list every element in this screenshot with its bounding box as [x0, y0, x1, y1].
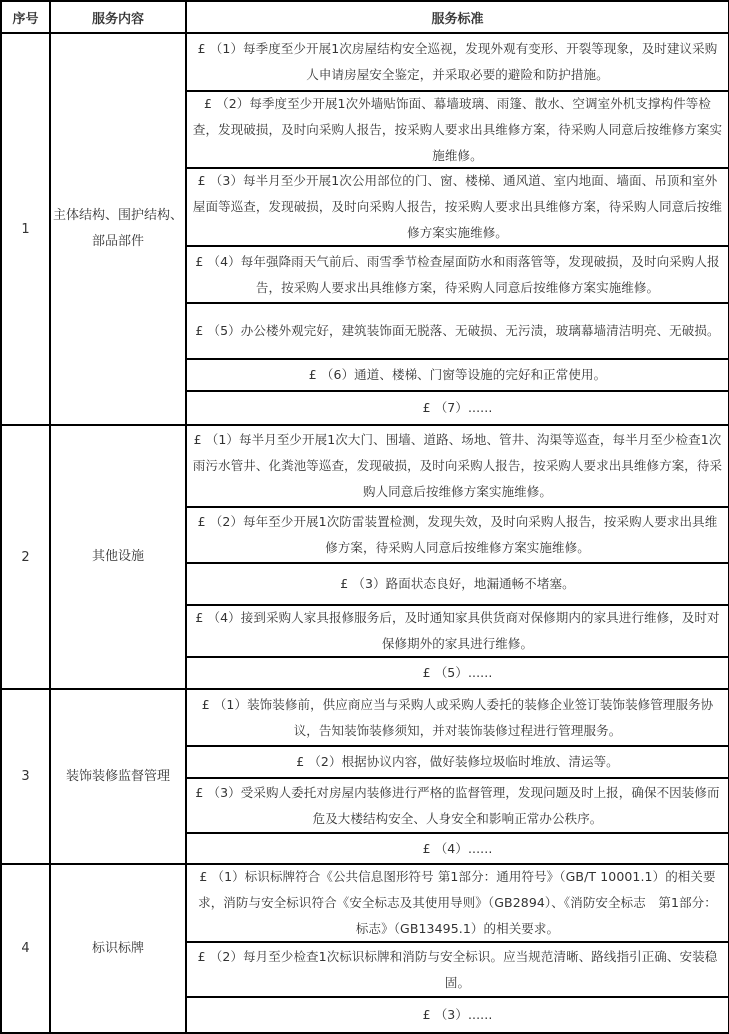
standard-item-text: £ （2）每年至少开展1次防雷装置检测，发现失效，及时向采购人报告，按采购人要求出具维修方案，待采购人同意后按维修方案实施维修。 [197, 514, 718, 555]
standard-item [187, 606, 728, 658]
standard-item-text: £ （1）每季度至少开展1次房屋结构安全巡视，发现外观有变形、开裂等现象，及时建议采购人申请房屋安全鉴定，并采取必要的避险和防护措施。 [197, 41, 718, 82]
standard-item-text: £ （1）每半月至少开展1次大门、围墙、道路、场地、管井、沟渠等巡查，每半月至少检查1次雨污水管井、化粪池等巡查，发现破损，及时向采购人报告，按采购人要求出具维修方案，待采购人同意后按维修方案实施维修。 [192, 432, 723, 499]
row-service-content: 装饰装修监督管理 [50, 689, 186, 864]
row-service-standards [186, 864, 729, 1033]
standard-item [187, 508, 728, 564]
standard-item-text: £ （4）每年强降雨天气前后、雨雪季节检查屋面防水和雨落管等，发现破损，及时向采购人报告，按采购人要求出具维修方案，待采购人同意后按维修方案实施维修。 [195, 253, 720, 295]
standard-item-text: £ （2）每季度至少开展1次外墙贴饰面、幕墙玻璃、雨篷、散水、空调室外机支撑构件等检查，发现破损，及时向采购人报告，按采购人要求出具维修方案，待采购人同意后按维修方案实施维修。 [192, 95, 723, 163]
standard-item [187, 690, 728, 747]
standard-item [187, 834, 728, 863]
standard-item-text: £ （1）标识标牌符合《公共信息图形符号 第1部分：通用符号》（GB/T 10001.1）的相关要求，消防与安全标识符合《安全标志及其使用导则》（GB2894）、《消防安全标志 第1部分：标志》（GB13495.1）的相关要求。 [198, 869, 717, 936]
standard-item [187, 304, 728, 360]
standard-item-text: £ （3）受采购人委托对房屋内装修进行严格的监督管理，发现问题及时上报，确保不因装修而危及大楼结构安全、人身安全和影响正常办公秩序。 [195, 784, 720, 826]
row-service-standards [186, 689, 729, 864]
standard-item-text: £ （3）...... [422, 1007, 493, 1022]
standard-item [187, 169, 728, 247]
standard-item [187, 564, 728, 606]
standard-item-text: £ （2）每月至少检查1次标识标牌和消防与安全标识。应当规范清晰、路线指引正确、安装稳固。 [197, 948, 718, 990]
row-seq-number: 2 [1, 425, 50, 689]
row-seq-number: 1 [1, 33, 50, 425]
table-row [1, 689, 729, 864]
table-header-row [1, 1, 729, 33]
standard-item [187, 779, 728, 834]
header-service-content: 服务内容 [50, 1, 186, 33]
standard-item [187, 658, 728, 688]
row-service-content: 主体结构、围护结构、部品部件 [50, 33, 186, 425]
table-row [1, 425, 729, 689]
standard-item-text: £ （1）装饰装修前，供应商应当与采购人或采购人委托的装修企业签订装饰装修管理服务协议，告知装饰装修须知，并对装饰装修过程进行管理服务。 [201, 696, 714, 738]
row-service-content: 其他设施 [50, 425, 186, 689]
standard-item-text: £ （4）接到采购人家具报修服务后，及时通知家具供货商对保修期内的家具进行维修，及时对保修期外的家具进行维修。 [195, 610, 720, 651]
table-row [1, 864, 729, 1033]
standard-item-text: £ （7）...... [422, 400, 493, 415]
standard-item [187, 92, 728, 169]
standard-item-text: £ （6）通道、楼梯、门窗等设施的完好和正常使用。 [308, 367, 607, 382]
standard-item [187, 426, 728, 508]
table-row [1, 33, 729, 425]
standard-item [187, 247, 728, 304]
row-service-content: 标识标牌 [50, 864, 186, 1033]
standard-item [187, 747, 728, 779]
standard-item [187, 34, 728, 92]
standard-item-text: £ （5）办公楼外观完好，建筑装饰面无脱落、无破损、无污渍，玻璃幕墙清洁明亮、无破损。 [195, 323, 720, 338]
standard-item-text: £ （3）路面状态良好，地漏通畅不堵塞。 [340, 576, 575, 591]
standard-item [187, 392, 728, 424]
row-service-standards [186, 33, 729, 425]
header-seq: 序号 [1, 1, 50, 33]
standard-item-text: £ （5）...... [422, 665, 493, 680]
header-service-standard: 服务标准 [186, 1, 729, 33]
standard-item [187, 360, 728, 392]
row-service-standards [186, 425, 729, 689]
standard-item-text: £ （2）根据协议内容，做好装修垃圾临时堆放、清运等。 [296, 754, 619, 769]
standard-item [187, 865, 728, 943]
row-seq-number: 4 [1, 864, 50, 1033]
standard-item-text: £ （3）每半月至少开展1次公用部位的门、窗、楼梯、通风道、室内地面、墙面、吊顶和室外屋面等巡查，发现破损，及时向采购人报告，按采购人要求出具维修方案，待采购人同意后按维修方案实施维修。 [192, 173, 723, 240]
row-seq-number: 3 [1, 689, 50, 864]
standard-item-text: £ （4）...... [422, 840, 493, 856]
standard-item [187, 943, 728, 998]
